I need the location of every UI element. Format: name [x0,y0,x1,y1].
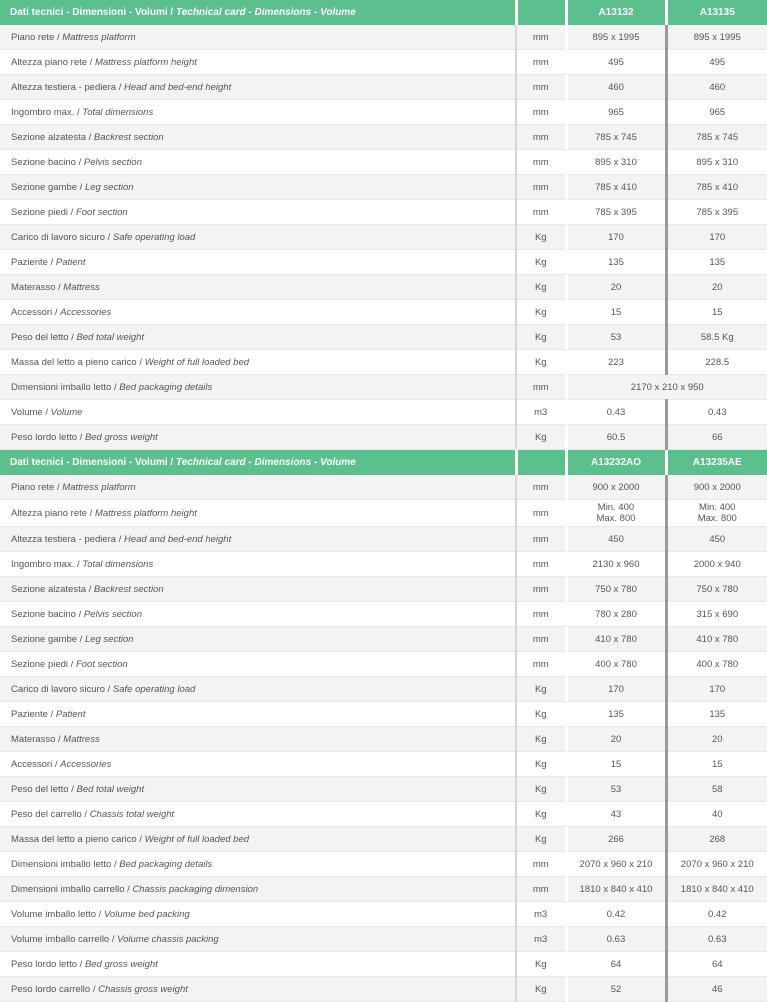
row-value-a: 170 [566,225,666,250]
row-label [0,652,516,677]
table-row [0,577,767,602]
table-row [0,752,767,777]
label-it: Altezza testiera - pediera / [11,534,121,545]
row-label [0,325,516,350]
row-value-a: 895 x 310 [566,150,666,175]
row-value-b: 315 x 690 [666,602,767,627]
label-it: Peso lordo carrello / [11,984,95,995]
header-title-it: Dati tecnici - Dimensioni - Volumi / [10,7,173,18]
table-row [0,50,767,75]
label-it: Sezione gambe / [11,634,82,645]
row-label [0,902,516,927]
row-label [0,475,516,500]
row-value-a: 900 x 2000 [566,475,666,500]
row-label [0,952,516,977]
label-it: Sezione alzatesta / [11,584,91,595]
label-it: Peso lordo letto / [11,959,82,970]
row-label [0,125,516,150]
label-en: Mattress [63,282,99,293]
row-value-b: 135 [666,702,767,727]
row-value-b [666,500,767,527]
row-value-a: 965 [566,100,666,125]
row-value-a: 0.63 [566,927,666,952]
row-label [0,375,516,400]
row-unit: Kg [516,977,566,1002]
row-unit: Kg [516,425,566,450]
table-row [0,400,767,425]
label-en: Patient [56,709,86,720]
row-unit: mm [516,627,566,652]
label-en: Backrest section [94,584,164,595]
label-it: Accessori / [11,759,57,770]
header-title [0,450,516,476]
row-unit: Kg [516,802,566,827]
row-unit: Kg [516,225,566,250]
label-en: Mattress platform [62,482,135,493]
row-value-a: 60.5 [566,425,666,450]
label-en: Chassis packaging dimension [132,884,258,895]
table-row [0,375,767,400]
row-value-a: 53 [566,325,666,350]
row-unit: Kg [516,727,566,752]
table-row [0,977,767,1002]
header-title [0,0,516,25]
label-it: Volume / [11,407,48,418]
label-en: Patient [56,257,86,268]
label-en: Head and bed-end height [124,534,231,545]
label-en: Total dimensions [82,107,153,118]
row-value-a: 895 x 1995 [566,25,666,50]
label-it: Altezza piano rete / [11,508,92,519]
label-it: Accessori / [11,307,57,318]
row-label [0,927,516,952]
label-it: Dimensioni imballo letto / [11,859,117,870]
table-row [0,300,767,325]
label-it: Sezione piedi / [11,659,73,670]
row-label [0,802,516,827]
row-value-a: 223 [566,350,666,375]
label-en: Bed total weight [77,332,145,343]
row-label [0,200,516,225]
row-value-b: 2070 x 960 x 210 [666,852,767,877]
table-row [0,225,767,250]
label-en: Bed gross weight [85,959,158,970]
row-value-b: 15 [666,300,767,325]
table-row [0,527,767,552]
table-row [0,652,767,677]
table-row [0,275,767,300]
row-unit: m3 [516,902,566,927]
label-en: Chassis gross weight [98,984,188,995]
row-value-a: 20 [566,275,666,300]
table-row [0,802,767,827]
row-value-b: 900 x 2000 [666,475,767,500]
table-row [0,927,767,952]
label-it: Altezza piano rete / [11,57,92,68]
label-en: Pelvis section [84,609,142,620]
row-value-b: 46 [666,977,767,1002]
table-row [0,350,767,375]
row-value-b: 785 x 395 [666,200,767,225]
row-value-a: 780 x 280 [566,602,666,627]
row-label [0,75,516,100]
row-value-a: 0.43 [566,400,666,425]
label-it: Peso lordo letto / [11,432,82,443]
label-en: Volume [51,407,83,418]
table-row [0,852,767,877]
table-row [0,552,767,577]
row-value-b: 2000 x 940 [666,552,767,577]
row-unit: Kg [516,275,566,300]
row-value-a: 410 x 780 [566,627,666,652]
row-value-a: 750 x 780 [566,577,666,602]
table-row [0,75,767,100]
row-value-a: 0.42 [566,902,666,927]
row-unit: mm [516,602,566,627]
label-it: Sezione bacino / [11,157,81,168]
table-row [0,125,767,150]
row-unit: mm [516,50,566,75]
row-value-a: 1810 x 840 x 410 [566,877,666,902]
table-row [0,250,767,275]
table-row [0,425,767,450]
label-it: Piano rete / [11,32,60,43]
table-row [0,727,767,752]
label-it: Paziente / [11,709,53,720]
row-label [0,702,516,727]
label-en: Weight of full loaded bed [145,357,249,368]
label-en: Leg section [85,182,134,193]
row-value-b: 750 x 780 [666,577,767,602]
table-header [0,0,767,25]
row-value-b: 228.5 [666,350,767,375]
row-unit: Kg [516,300,566,325]
row-value-a: 2070 x 960 x 210 [566,852,666,877]
value-line: Min. 400 [568,502,665,513]
table-row [0,827,767,852]
header-model-a: A13232AO [566,450,666,476]
row-value-b: 64 [666,952,767,977]
row-value-b: 785 x 410 [666,175,767,200]
label-it: Sezione alzatesta / [11,132,91,143]
row-label [0,777,516,802]
label-it: Peso del carrello / [11,809,87,820]
row-value-b: 20 [666,275,767,300]
row-unit: Kg [516,677,566,702]
label-en: Accessories [60,307,111,318]
label-it: Ingombro max. / [11,107,80,118]
row-unit: mm [516,577,566,602]
label-it: Carico di lavoro sicuro / [11,684,110,695]
row-label [0,627,516,652]
table-row [0,475,767,500]
row-value-b: 170 [666,677,767,702]
row-unit: mm [516,527,566,552]
row-label [0,150,516,175]
label-it: Paziente / [11,257,53,268]
row-value-b: 0.42 [666,902,767,927]
label-it: Carico di lavoro sicuro / [11,232,110,243]
row-label [0,677,516,702]
row-value-a: 64 [566,952,666,977]
row-label [0,300,516,325]
row-label [0,527,516,552]
header-title-en: Technical card - Dimensions - Volume [176,457,356,468]
row-value-b: 410 x 780 [666,627,767,652]
label-en: Foot section [76,659,128,670]
row-label [0,275,516,300]
row-label [0,100,516,125]
row-label [0,877,516,902]
row-value-a [566,500,666,527]
row-value-b: 1810 x 840 x 410 [666,877,767,902]
label-en: Safe operating load [113,232,195,243]
label-en: Safe operating load [113,684,195,695]
header-unit-cell [516,0,566,25]
label-en: Volume bed packing [104,909,190,920]
row-value-a: 53 [566,777,666,802]
value-line: Min. 400 [668,502,767,513]
label-it: Volume imballo carrello / [11,934,115,945]
row-value-a: 450 [566,527,666,552]
label-en: Backrest section [94,132,164,143]
row-unit: Kg [516,952,566,977]
row-label [0,225,516,250]
table-row [0,602,767,627]
header-model-b: A13235AE [666,450,767,476]
row-value-b: 170 [666,225,767,250]
row-label [0,50,516,75]
row-unit: m3 [516,400,566,425]
row-unit: Kg [516,827,566,852]
label-it: Ingombro max. / [11,559,80,570]
value-line: Max. 800 [568,513,665,524]
label-en: Bed packaging details [119,859,212,870]
row-unit: mm [516,75,566,100]
label-en: Mattress platform [62,32,135,43]
row-value-a: 460 [566,75,666,100]
label-it: Sezione bacino / [11,609,81,620]
row-unit: mm [516,175,566,200]
header-unit-cell [516,450,566,476]
table-row [0,952,767,977]
row-label [0,977,516,1002]
label-en: Pelvis section [84,157,142,168]
row-value-b: 895 x 1995 [666,25,767,50]
label-en: Weight of full loaded bed [145,834,249,845]
table-row [0,150,767,175]
table-row [0,702,767,727]
row-value-b: 965 [666,100,767,125]
row-value-b: 460 [666,75,767,100]
row-value-a: 135 [566,250,666,275]
row-unit: Kg [516,777,566,802]
label-en: Mattress platform height [95,508,197,519]
label-en: Leg section [85,634,134,645]
row-unit: mm [516,150,566,175]
row-unit: mm [516,125,566,150]
row-label [0,827,516,852]
row-value-b: 58 [666,777,767,802]
label-en: Mattress [63,734,99,745]
label-it: Materasso / [11,734,61,745]
row-label [0,552,516,577]
row-value-b: 450 [666,527,767,552]
label-it: Sezione gambe / [11,182,82,193]
row-value-b: 40 [666,802,767,827]
row-unit: mm [516,25,566,50]
row-unit: mm [516,500,566,527]
row-label [0,25,516,50]
row-unit: mm [516,877,566,902]
row-label [0,752,516,777]
row-value-a: 785 x 745 [566,125,666,150]
label-it: Dimensioni imballo carrello / [11,884,130,895]
row-value-a: 20 [566,727,666,752]
label-it: Materasso / [11,282,61,293]
label-it: Sezione piedi / [11,207,73,218]
row-value-a: 266 [566,827,666,852]
row-unit: Kg [516,702,566,727]
header-title-it: Dati tecnici - Dimensioni - Volumi / [10,457,173,468]
row-unit: mm [516,475,566,500]
row-value-b: 20 [666,727,767,752]
label-en: Chassis total weight [90,809,174,820]
row-unit: mm [516,100,566,125]
row-unit: mm [516,200,566,225]
label-en: Head and bed-end height [124,82,231,93]
row-value-b: 785 x 745 [666,125,767,150]
row-value-b: 268 [666,827,767,852]
label-en: Foot section [76,207,128,218]
row-label [0,175,516,200]
label-en: Total dimensions [82,559,153,570]
table-row [0,877,767,902]
row-unit: Kg [516,250,566,275]
row-value-b: 58.5 Kg [666,325,767,350]
label-it: Peso del letto / [11,332,74,343]
label-it: Massa del letto a pieno carico / [11,357,142,368]
label-en: Volume chassis packing [117,934,219,945]
row-value-a: 785 x 395 [566,200,666,225]
row-value-b: 495 [666,50,767,75]
label-it: Dimensioni imballo letto / [11,382,117,393]
label-it: Peso del letto / [11,784,74,795]
table-row [0,627,767,652]
label-en: Bed total weight [77,784,145,795]
row-value-a: 400 x 780 [566,652,666,677]
label-en: Bed gross weight [85,432,158,443]
row-label [0,250,516,275]
row-value-a: 785 x 410 [566,175,666,200]
row-unit: m3 [516,927,566,952]
table-row [0,175,767,200]
row-value-b: 0.63 [666,927,767,952]
table-row [0,677,767,702]
header-model-b: A13135 [666,0,767,25]
row-value-a: 15 [566,752,666,777]
header-model-a: A13132 [566,0,666,25]
row-label [0,577,516,602]
table-row [0,325,767,350]
value-line: Max. 800 [668,513,767,524]
row-value-b: 0.43 [666,400,767,425]
row-value-b: 15 [666,752,767,777]
row-label [0,852,516,877]
row-value-a: 52 [566,977,666,1002]
row-value-a: 43 [566,802,666,827]
row-unit: mm [516,375,566,400]
row-label [0,400,516,425]
label-en: Bed packaging details [119,382,212,393]
row-unit: Kg [516,350,566,375]
row-unit: mm [516,852,566,877]
row-value-a: 170 [566,677,666,702]
label-it: Massa del letto a pieno carico / [11,834,142,845]
row-value-a: 15 [566,300,666,325]
label-it: Piano rete / [11,482,60,493]
label-it: Altezza testiera - pediera / [11,82,121,93]
row-value-a: 2130 x 960 [566,552,666,577]
table-row [0,200,767,225]
row-unit: Kg [516,325,566,350]
header-title-en: Technical card - Dimensions - Volume [176,7,356,18]
row-unit: Kg [516,752,566,777]
row-label [0,602,516,627]
row-unit: mm [516,552,566,577]
label-en: Mattress platform height [95,57,197,68]
row-label [0,727,516,752]
table-row [0,777,767,802]
row-label [0,500,516,527]
row-value-a: 135 [566,702,666,727]
table-header [0,450,767,476]
table-row [0,100,767,125]
table-row [0,25,767,50]
label-it: Volume imballo letto / [11,909,101,920]
row-value-b: 400 x 780 [666,652,767,677]
row-value-a: 495 [566,50,666,75]
row-value-merged: 2170 x 210 x 950 [566,375,767,400]
row-unit: mm [516,652,566,677]
table-row [0,500,767,527]
table-row [0,902,767,927]
row-label [0,425,516,450]
row-label [0,350,516,375]
row-value-b: 135 [666,250,767,275]
row-value-b: 66 [666,425,767,450]
row-value-b: 895 x 310 [666,150,767,175]
label-en: Accessories [60,759,111,770]
